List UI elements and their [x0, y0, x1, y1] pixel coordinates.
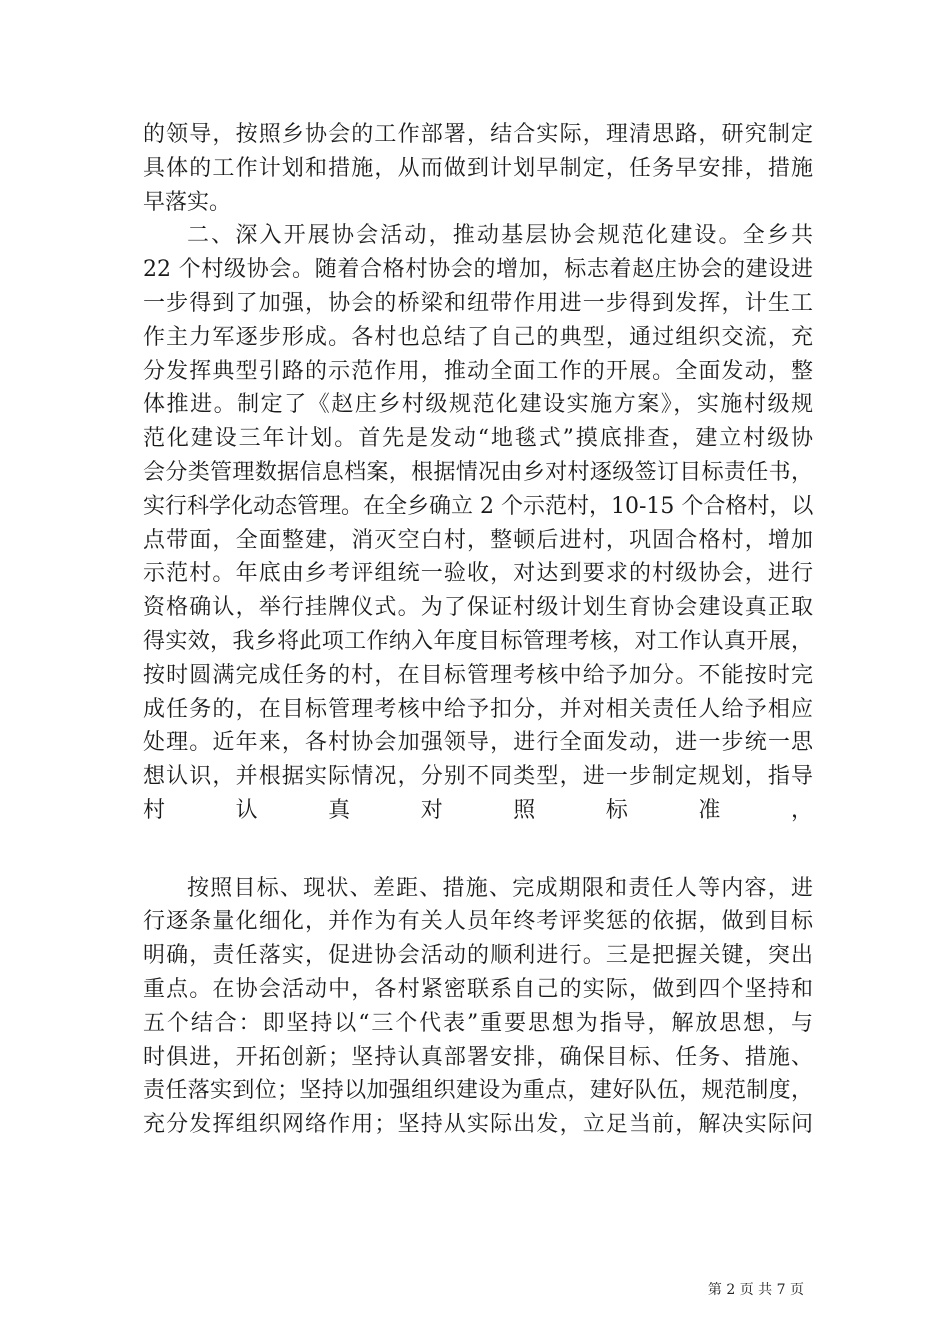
page-number-footer: 第 2 页 共 7 页	[707, 1282, 804, 1298]
text-line: 五个结合：即坚持以“三个代表”重要思想为指导，解放思想，与	[143, 1010, 813, 1036]
text-line: 范化建设三年计划。首先是发动“地毯式”摸底排查，建立村级协	[143, 426, 813, 452]
text-line: 重点。在协会活动中，各村紧密联系自己的实际，做到四个坚持和	[143, 976, 813, 1002]
text-line: 具体的工作计划和措施，从而做到计划早制定，任务早安排，措施	[143, 155, 813, 181]
text-line: 分发挥典型引路的示范作用，推动全面工作的开展。全面发动，整	[143, 358, 813, 384]
text-line: 充分发挥组织网络作用；坚持从实际出发，立足当前，解决实际问	[143, 1112, 813, 1138]
text-line: 时俱进，开拓创新；坚持认真部署安排，确保目标、任务、措施、	[143, 1044, 813, 1070]
text-line: 的领导，按照乡协会的工作部署，结合实际，理清思路，研究制定	[143, 122, 813, 147]
text-line: 行逐条量化细化，并作为有关人员年终考评奖惩的依据，做到目标	[143, 909, 813, 935]
text-line: 22 个村级协会。随着合格村协会的增加，标志着赵庄协会的建设进	[143, 257, 813, 283]
text-line: 明确，责任落实，促进协会活动的顺利进行。三是把握关键，突出	[143, 943, 813, 969]
text-line: 实行科学化动态管理。在全乡确立 2 个示范村，10-15 个合格村，以	[143, 493, 814, 519]
text-line: 作主力军逐步形成。各村也总结了自己的典型，通过组织交流，充	[143, 324, 813, 350]
paragraph-gap	[143, 862, 813, 872]
text-line: 想认识，并根据实际情况，分别不同类型，进一步制定规划，指导	[143, 764, 813, 790]
text-line: 村认真对照标准，	[143, 797, 813, 823]
text-line: 示范村。年底由乡考评组统一验收，对达到要求的村级协会，进行	[143, 561, 813, 587]
text-line: 得实效，我乡将此项工作纳入年度目标管理考核，对工作认真开展，	[143, 628, 813, 654]
text-line: 处理。近年来，各村协会加强领导，进行全面发动，进一步统一思	[143, 730, 813, 756]
text-line: 会分类管理数据信息档案，根据情况由乡对村逐级签订目标责任书，	[143, 459, 813, 485]
text-line: 二、深入开展协会活动，推动基层协会规范化建设。全乡共	[187, 223, 813, 249]
text-line: 点带面，全面整建，消灭空白村，整顿后进村，巩固合格村，增加	[143, 527, 813, 553]
text-line: 早落实。	[143, 189, 232, 215]
text-line: 按照目标、现状、差距、措施、完成期限和责任人等内容，进	[187, 875, 813, 901]
text-line	[143, 828, 813, 862]
text-line: 成任务的，在目标管理考核中给予扣分，并对相关责任人给予相应	[143, 696, 813, 722]
text-line: 一步得到了加强，协会的桥梁和纽带作用进一步得到发挥，计生工	[143, 290, 813, 316]
text-line: 资格确认，举行挂牌仪式。为了保证村级计划生育协会建设真正取	[143, 595, 813, 621]
text-line: 按时圆满完成任务的村，在目标管理考核中给予加分。不能按时完	[143, 662, 813, 688]
text-line: 体推进。制定了《赵庄乡村级规范化建设实施方案》，实施村级规	[143, 392, 813, 418]
text-line: 责任落实到位；坚持以加强组织建设为重点，建好队伍，规范制度，	[143, 1078, 813, 1104]
body-text	[143, 118, 813, 1142]
